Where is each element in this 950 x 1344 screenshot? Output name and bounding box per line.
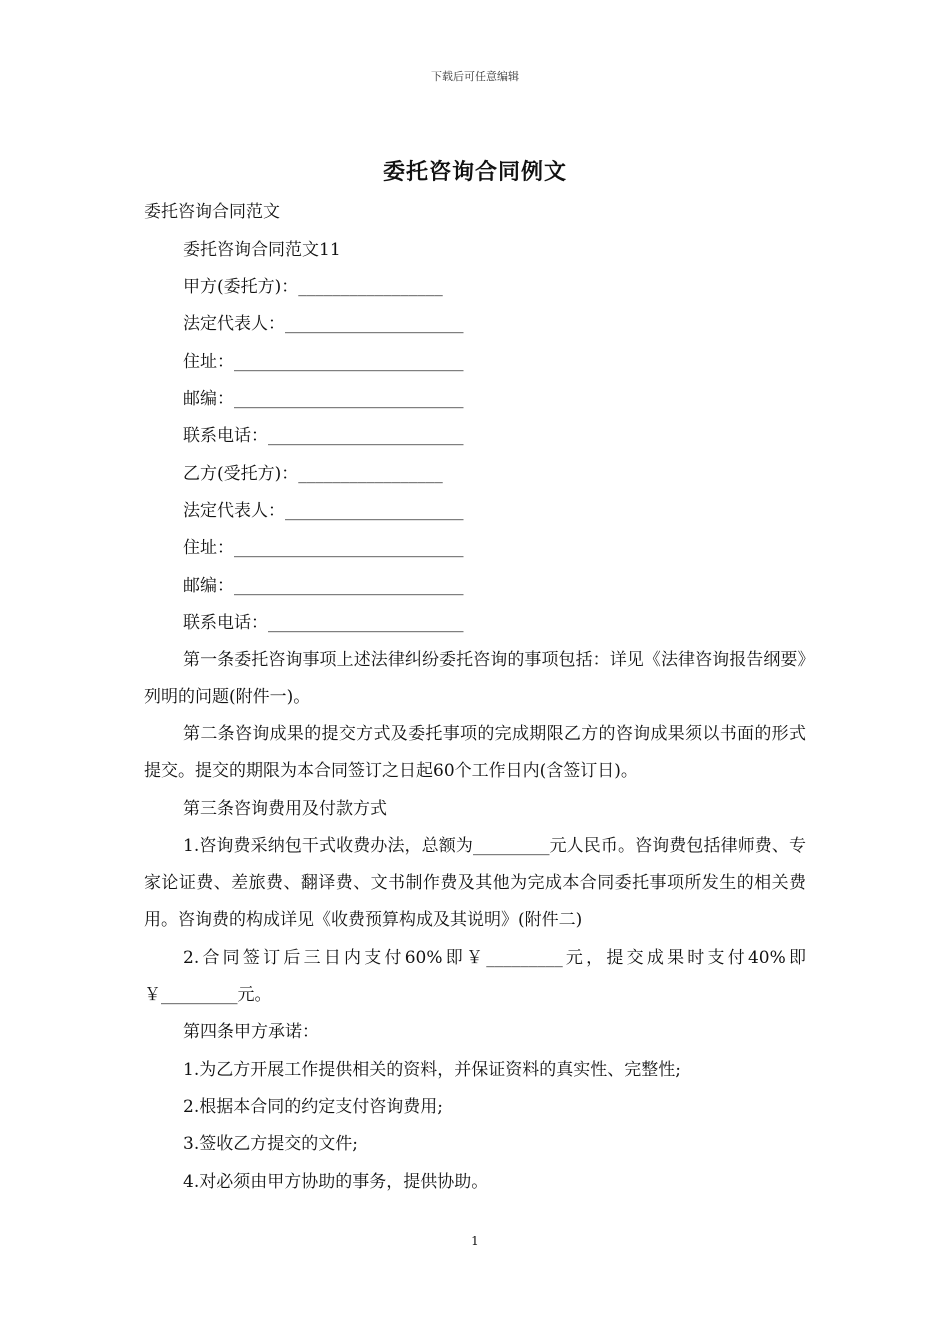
article-4-heading: 第四条甲方承诺：	[183, 1022, 319, 1042]
party-a-phone: 联系电话：_______________________	[183, 426, 464, 446]
article-4-item-2: 2.根据本合同的约定支付咨询费用;	[183, 1097, 443, 1117]
article-2: 第二条咨询成果的提交方式及委托事项的完成期限乙方的咨询成果须以书面的形式提交。提交的期限为本合同签订之日起60个工作日内(含签订日)。	[144, 724, 806, 781]
article-3-item-1: 1.咨询费采纳包干式收费办法，总额为_________元人民币。咨询费包括律师费、专家论证费、差旅费、翻译费、文书制作费及其他为完成本合同委托事项所发生的相关费用。咨询费的构成详见《收费预算构成及其说明》(附件二)	[144, 836, 806, 930]
article-4-item-1: 1.为乙方开展工作提供相关的资料，并保证资料的真实性、完整性;	[183, 1060, 681, 1080]
header-note: 下载后可任意编辑	[431, 70, 519, 83]
article-3-item-2: 2.合同签订后三日内支付60%即￥_________元，提交成果时支付40%即￥_________元。	[144, 948, 806, 1005]
party-b-postcode: 邮编：___________________________	[183, 576, 464, 596]
document-title: 委托咨询合同例文	[382, 159, 567, 185]
party-b-representative: 法定代表人：_____________________	[183, 501, 464, 521]
party-a-postcode: 邮编：___________________________	[183, 389, 464, 409]
article-1: 第一条委托咨询事项上述法律纠纷委托咨询的事项包括：详见《法律咨询报告纲要》列明的问题(附件一)。	[144, 650, 806, 707]
party-b-address: 住址：___________________________	[183, 538, 464, 558]
section-heading: 委托咨询合同范文11	[183, 240, 341, 260]
party-b-phone: 联系电话：_______________________	[183, 613, 464, 633]
article-3-heading: 第三条咨询费用及付款方式	[183, 799, 387, 819]
party-a-representative: 法定代表人：_____________________	[183, 314, 464, 334]
party-a-label: 甲方(委托方)：_________________	[183, 277, 443, 297]
page-number: 1	[471, 1234, 479, 1248]
article-4-item-3: 3.签收乙方提交的文件;	[183, 1134, 358, 1154]
document-subtitle: 委托咨询合同范文	[144, 202, 280, 222]
party-a-address: 住址：___________________________	[183, 352, 464, 372]
article-4-item-4: 4.对必须由甲方协助的事务，提供协助。	[183, 1172, 489, 1192]
party-b-label: 乙方(受托方)：_________________	[183, 464, 443, 484]
